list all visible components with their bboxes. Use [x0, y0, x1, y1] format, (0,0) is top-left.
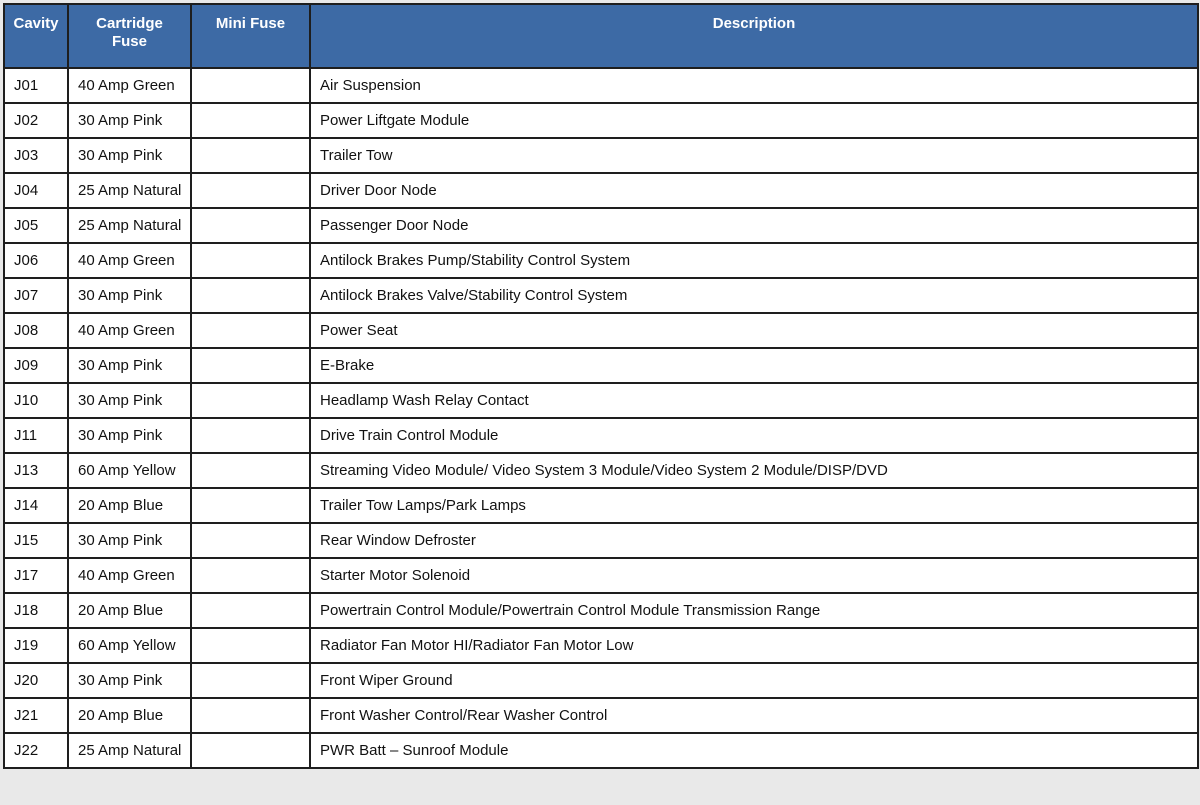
- cell-cavity: J01: [4, 68, 68, 103]
- cell-description: E-Brake: [310, 348, 1198, 383]
- header-cartridge-fuse: [68, 4, 191, 68]
- table-row: [4, 348, 1198, 383]
- fuse-table: [3, 3, 1199, 769]
- cell-mini-fuse: [191, 558, 310, 593]
- table-row: [4, 628, 1198, 663]
- cell-description: Passenger Door Node: [310, 208, 1198, 243]
- cell-cavity: J09: [4, 348, 68, 383]
- cell-mini-fuse: [191, 523, 310, 558]
- cell-cartridge-fuse: 30 Amp Pink: [68, 348, 191, 383]
- table-row: [4, 383, 1198, 418]
- header-row: [4, 4, 1198, 68]
- cell-mini-fuse: [191, 383, 310, 418]
- header-cavity-label: Cavity: [13, 15, 59, 32]
- cell-cartridge-fuse: 60 Amp Yellow: [68, 628, 191, 663]
- cell-mini-fuse: [191, 348, 310, 383]
- cell-cavity: J02: [4, 103, 68, 138]
- table-row: [4, 243, 1198, 278]
- table-row: [4, 523, 1198, 558]
- header-cavity: [4, 4, 68, 68]
- cell-cartridge-fuse: 25 Amp Natural: [68, 733, 191, 768]
- cell-cavity: J06: [4, 243, 68, 278]
- cell-cartridge-fuse: 40 Amp Green: [68, 313, 191, 348]
- cell-mini-fuse: [191, 453, 310, 488]
- table-row: [4, 733, 1198, 768]
- table-row: [4, 593, 1198, 628]
- cell-mini-fuse: [191, 103, 310, 138]
- cell-mini-fuse: [191, 698, 310, 733]
- cell-mini-fuse: [191, 663, 310, 698]
- cell-description: Powertrain Control Module/Powertrain Control Module Transmission Range: [310, 593, 1198, 628]
- cell-description: Antilock Brakes Valve/Stability Control System: [310, 278, 1198, 313]
- header-description-label: Description: [712, 15, 796, 32]
- table-row: [4, 313, 1198, 348]
- cell-cartridge-fuse: 60 Amp Yellow: [68, 453, 191, 488]
- cell-cavity: J21: [4, 698, 68, 733]
- cell-mini-fuse: [191, 628, 310, 663]
- table-row: [4, 558, 1198, 593]
- cell-mini-fuse: [191, 418, 310, 453]
- cell-cartridge-fuse: 40 Amp Green: [68, 243, 191, 278]
- cell-mini-fuse: [191, 138, 310, 173]
- cell-description: Power Seat: [310, 313, 1198, 348]
- cell-description: Trailer Tow Lamps/Park Lamps: [310, 488, 1198, 523]
- cell-cartridge-fuse: 30 Amp Pink: [68, 138, 191, 173]
- cell-mini-fuse: [191, 488, 310, 523]
- cell-cartridge-fuse: 25 Amp Natural: [68, 208, 191, 243]
- cell-mini-fuse: [191, 208, 310, 243]
- cell-description: Streaming Video Module/ Video System 3 Module/Video System 2 Module/DISP/DVD: [310, 453, 1198, 488]
- cell-cavity: J13: [4, 453, 68, 488]
- header-description: [310, 4, 1198, 68]
- cell-mini-fuse: [191, 593, 310, 628]
- cell-cartridge-fuse: 20 Amp Blue: [68, 488, 191, 523]
- cell-description: Trailer Tow: [310, 138, 1198, 173]
- cell-cavity: J05: [4, 208, 68, 243]
- cell-mini-fuse: [191, 733, 310, 768]
- header-mini-fuse: [191, 4, 310, 68]
- cell-cavity: J14: [4, 488, 68, 523]
- cell-description: Antilock Brakes Pump/Stability Control System: [310, 243, 1198, 278]
- table-row: [4, 103, 1198, 138]
- cell-description: Front Washer Control/Rear Washer Control: [310, 698, 1198, 733]
- cell-description: Rear Window Defroster: [310, 523, 1198, 558]
- table-row: [4, 173, 1198, 208]
- cell-cavity: J10: [4, 383, 68, 418]
- cell-cavity: J04: [4, 173, 68, 208]
- cell-cartridge-fuse: 20 Amp Blue: [68, 698, 191, 733]
- cell-mini-fuse: [191, 68, 310, 103]
- cell-mini-fuse: [191, 278, 310, 313]
- cell-description: Air Suspension: [310, 68, 1198, 103]
- cell-cartridge-fuse: 25 Amp Natural: [68, 173, 191, 208]
- cell-description: Radiator Fan Motor HI/Radiator Fan Motor Low: [310, 628, 1198, 663]
- cell-cavity: J18: [4, 593, 68, 628]
- cell-cavity: J19: [4, 628, 68, 663]
- cell-cartridge-fuse: 30 Amp Pink: [68, 383, 191, 418]
- cell-description: Starter Motor Solenoid: [310, 558, 1198, 593]
- table-row: [4, 68, 1198, 103]
- cell-cartridge-fuse: 30 Amp Pink: [68, 278, 191, 313]
- cell-description: Front Wiper Ground: [310, 663, 1198, 698]
- cell-mini-fuse: [191, 313, 310, 348]
- cell-cavity: J15: [4, 523, 68, 558]
- cell-cavity: J22: [4, 733, 68, 768]
- cell-cavity: J03: [4, 138, 68, 173]
- cell-cartridge-fuse: 30 Amp Pink: [68, 663, 191, 698]
- table-row: [4, 418, 1198, 453]
- cell-description: Drive Train Control Module: [310, 418, 1198, 453]
- table-row: [4, 488, 1198, 523]
- table-row: [4, 663, 1198, 698]
- cell-cartridge-fuse: 40 Amp Green: [68, 558, 191, 593]
- cell-cartridge-fuse: 30 Amp Pink: [68, 523, 191, 558]
- table-header: [4, 4, 1198, 68]
- cell-cartridge-fuse: 40 Amp Green: [68, 68, 191, 103]
- table-body: [4, 68, 1198, 768]
- cell-cavity: J07: [4, 278, 68, 313]
- table-row: [4, 453, 1198, 488]
- cell-description: Driver Door Node: [310, 173, 1198, 208]
- table-row: [4, 138, 1198, 173]
- header-cartridge-label-line2: Fuse: [111, 33, 147, 50]
- header-cartridge-label-line1: Cartridge: [96, 15, 163, 32]
- cell-cavity: J20: [4, 663, 68, 698]
- cell-mini-fuse: [191, 243, 310, 278]
- cell-mini-fuse: [191, 173, 310, 208]
- cell-cartridge-fuse: 30 Amp Pink: [68, 418, 191, 453]
- header-mini-label: Mini Fuse: [215, 15, 286, 32]
- cell-cartridge-fuse: 30 Amp Pink: [68, 103, 191, 138]
- table-row: [4, 278, 1198, 313]
- cell-cavity: J11: [4, 418, 68, 453]
- cell-cartridge-fuse: 20 Amp Blue: [68, 593, 191, 628]
- cell-description: Headlamp Wash Relay Contact: [310, 383, 1198, 418]
- cell-cavity: J17: [4, 558, 68, 593]
- cell-description: PWR Batt – Sunroof Module: [310, 733, 1198, 768]
- cell-description: Power Liftgate Module: [310, 103, 1198, 138]
- table-row: [4, 208, 1198, 243]
- cell-cavity: J08: [4, 313, 68, 348]
- table-row: [4, 698, 1198, 733]
